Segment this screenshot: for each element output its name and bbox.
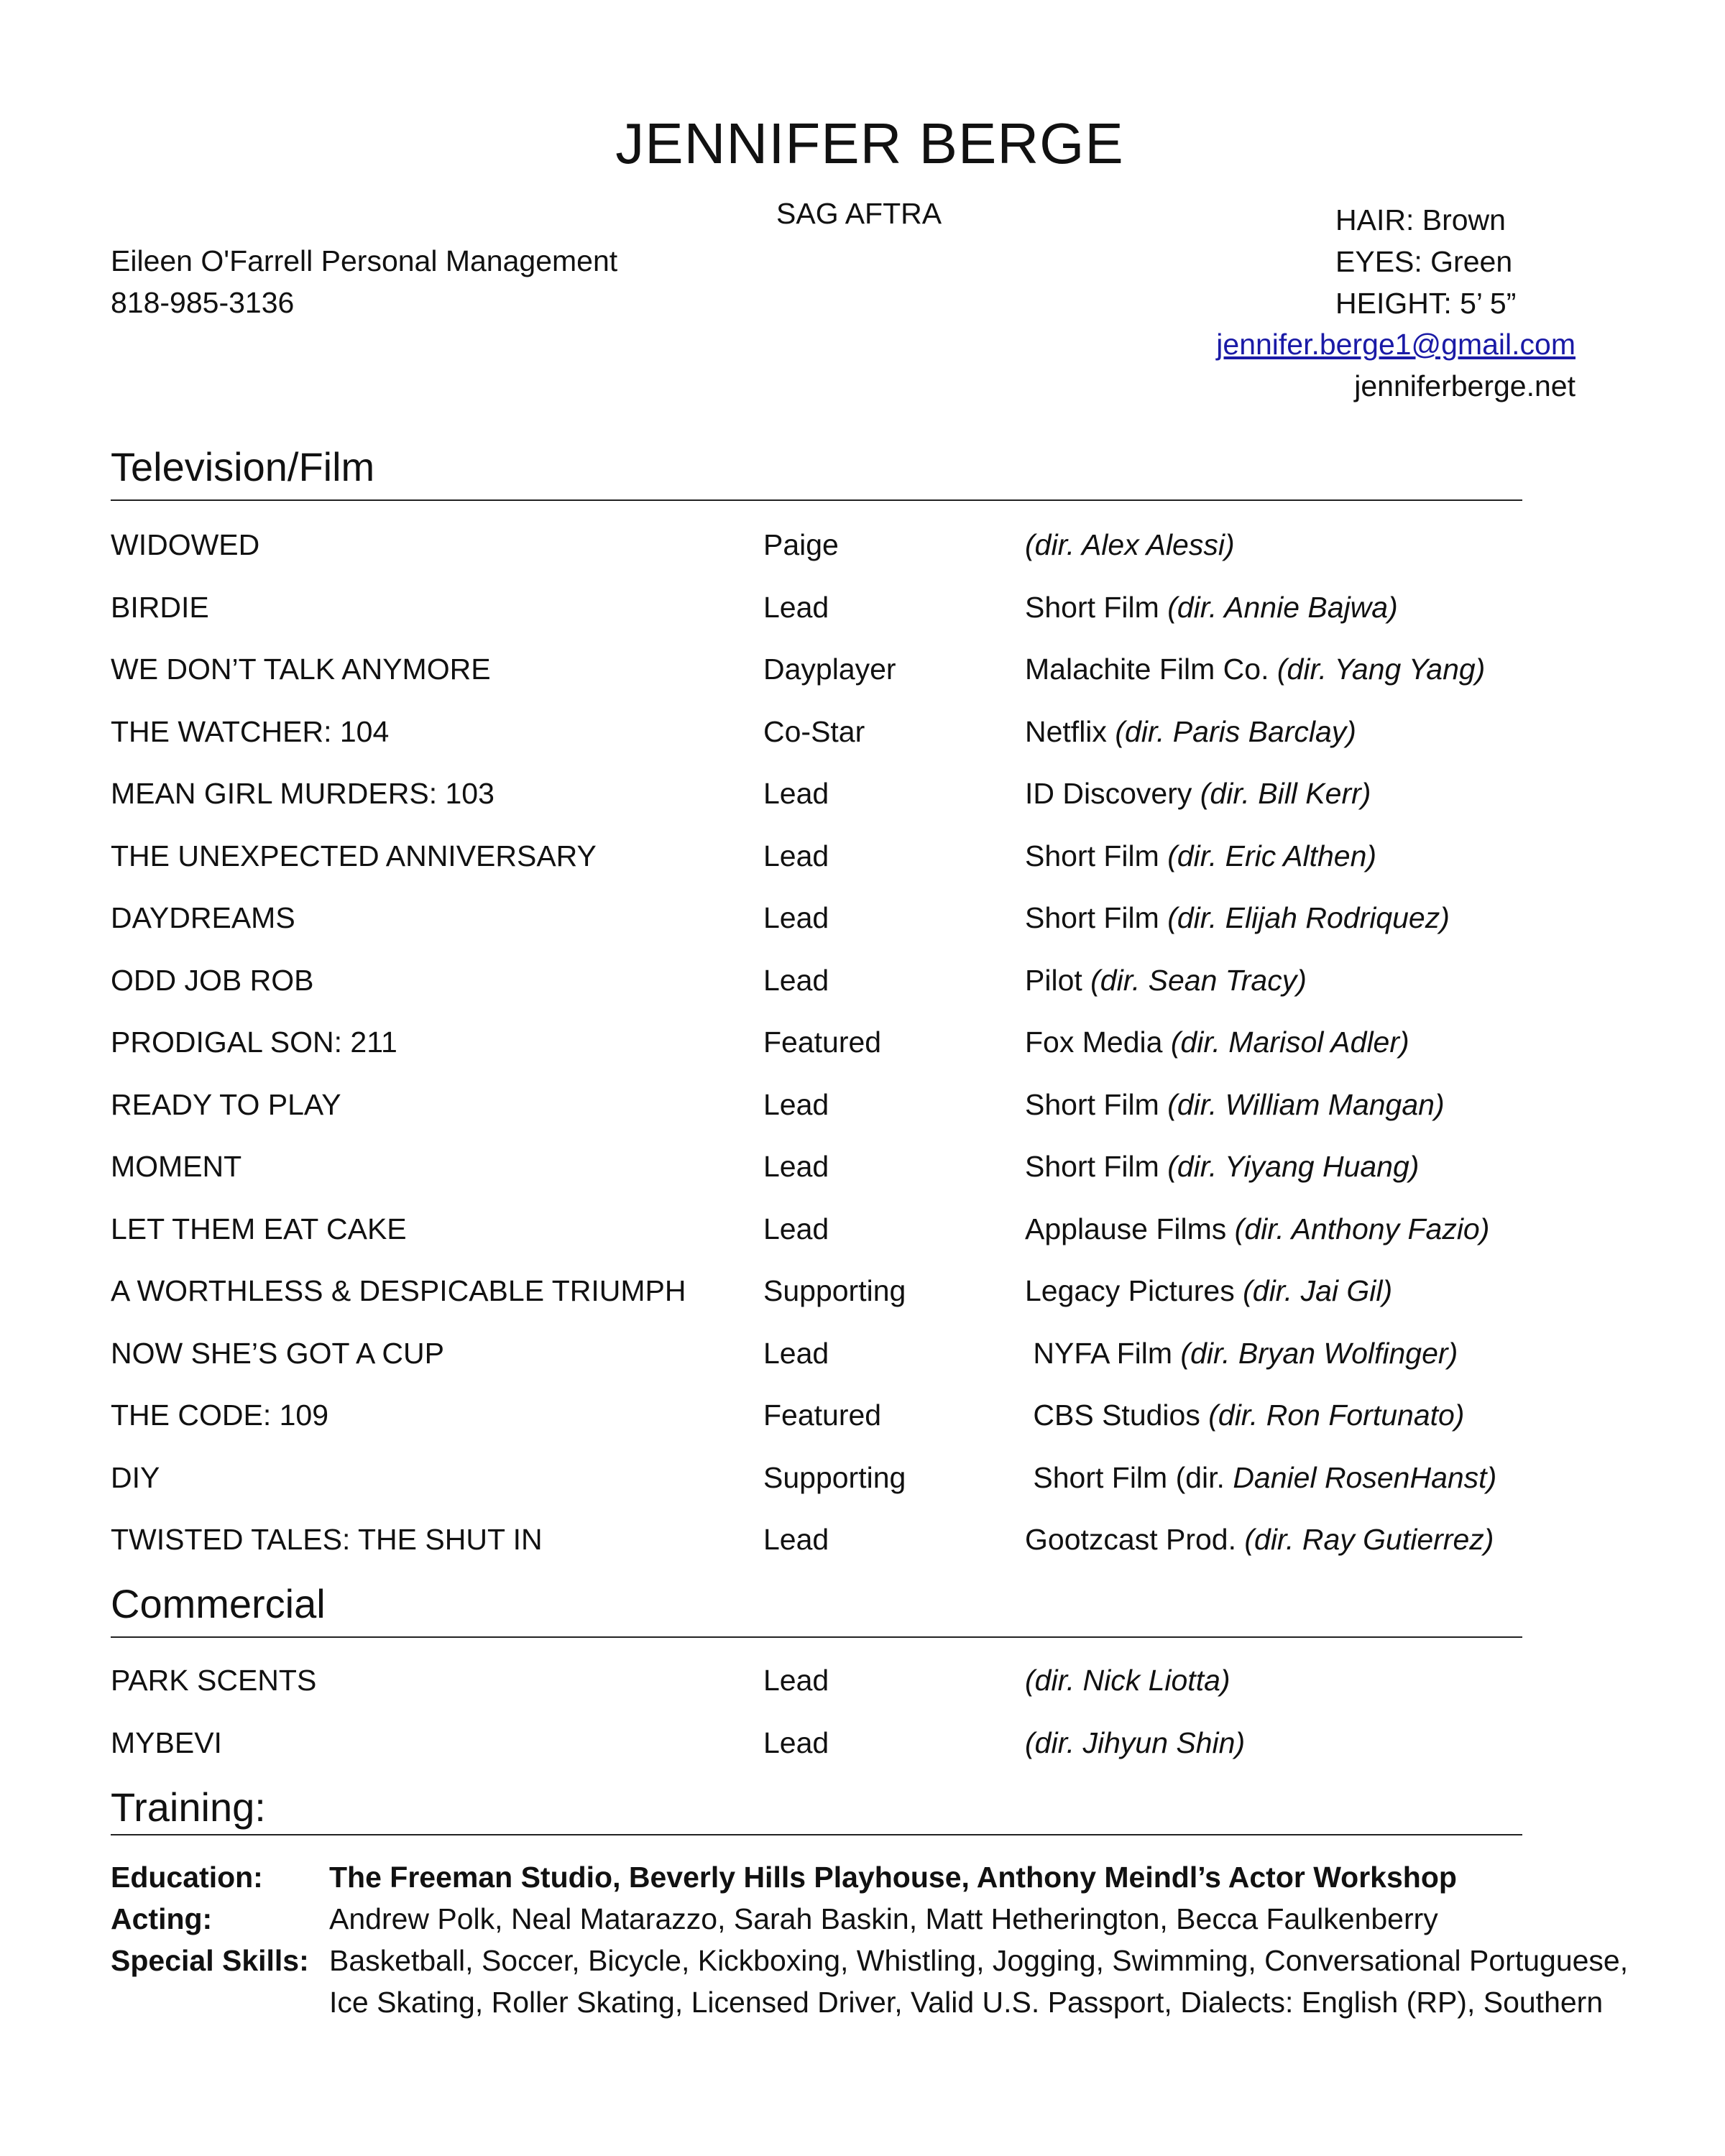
section-title-commercial: Commercial bbox=[111, 1581, 326, 1626]
credit-director: (dir. Marisol Adler) bbox=[1170, 1026, 1409, 1059]
credit-company bbox=[1025, 1152, 1419, 1181]
training-skills-row bbox=[111, 1940, 1656, 2023]
management-block bbox=[111, 240, 617, 323]
credit-row bbox=[111, 1460, 1548, 1526]
credit-title: THE WATCHER: 104 bbox=[111, 714, 390, 748]
credit-role: Lead bbox=[763, 901, 829, 934]
credit-title: MOMENT bbox=[111, 1150, 242, 1183]
credit-row bbox=[111, 1401, 1548, 1463]
credit-director: (dir. Jihyun Shin) bbox=[1025, 1726, 1246, 1759]
credit-role: Dayplayer bbox=[763, 653, 896, 686]
credit-role: Paige bbox=[763, 528, 839, 561]
credit-company bbox=[1025, 903, 1450, 933]
credit-title: MYBEVI bbox=[111, 1726, 222, 1759]
contact-block bbox=[1216, 323, 1576, 407]
credit-row bbox=[111, 1087, 1548, 1153]
section-divider-commercial bbox=[111, 1636, 1522, 1638]
credit-company-name: Legacy Pictures bbox=[1025, 1274, 1243, 1307]
credit-company-name: ID Discovery bbox=[1025, 777, 1200, 810]
credit-row bbox=[111, 1028, 1548, 1090]
credit-role: Supporting bbox=[763, 1460, 906, 1494]
credit-company-name: Netflix bbox=[1025, 714, 1116, 748]
credit-title: TWISTED TALES: THE SHUT IN bbox=[111, 1523, 543, 1556]
credit-company-name: Short Film bbox=[1025, 901, 1168, 934]
credit-director: (dir. Elijah Rodriquez) bbox=[1167, 901, 1450, 934]
credit-company bbox=[1025, 1525, 1494, 1554]
credit-director: (dir. Eric Althen) bbox=[1167, 839, 1377, 872]
credit-role: Lead bbox=[763, 839, 829, 872]
credit-director: (dir. Ray Gutierrez) bbox=[1244, 1523, 1494, 1556]
credit-company-name: CBS Studios bbox=[1025, 1399, 1209, 1432]
credit-role: Lead bbox=[763, 1336, 829, 1370]
tv-film-credits bbox=[111, 530, 1548, 1588]
credit-title: NOW SHE’S GOT A CUP bbox=[111, 1336, 444, 1370]
email-link[interactable]: jennifer.berge1@gmail.com bbox=[1216, 328, 1576, 361]
section-divider-training bbox=[111, 1834, 1522, 1835]
credit-role: Lead bbox=[763, 963, 829, 997]
credit-role: Lead bbox=[763, 1150, 829, 1183]
credit-company bbox=[1025, 779, 1371, 808]
credit-director: (dir. Yang Yang) bbox=[1276, 653, 1486, 686]
credit-company bbox=[1025, 1028, 1409, 1057]
credit-role: Lead bbox=[763, 1664, 829, 1697]
section-divider-tv-film bbox=[111, 499, 1522, 501]
credit-director: (dir. Jai Gil) bbox=[1243, 1274, 1393, 1307]
credit-row bbox=[111, 1276, 1548, 1339]
credit-company bbox=[1025, 1212, 1490, 1245]
credit-company-name: Short Film bbox=[1025, 590, 1168, 624]
credit-company bbox=[1025, 839, 1377, 872]
credit-title: MEAN GIRL MURDERS: 103 bbox=[111, 777, 494, 810]
union-affiliation: SAG AFTRA bbox=[776, 197, 942, 230]
credit-company bbox=[1025, 1460, 1497, 1494]
credit-row bbox=[111, 839, 1548, 904]
skills-value: Basketball, Soccer, Bicycle, Kickboxing, Whistling, Jogging, Swimming, Conversational Portuguese, Ice Skating, Roller Skating, Licensed Driver, Valid U.S. Passport, Dialects: English (RP), Southern bbox=[329, 1944, 1629, 2019]
credit-role: Lead bbox=[763, 1087, 829, 1121]
credit-title: LET THEM EAT CAKE bbox=[111, 1212, 407, 1245]
credit-row bbox=[111, 530, 1548, 593]
section-title-training: Training: bbox=[111, 1784, 266, 1830]
education-label: Education: bbox=[111, 1861, 263, 1894]
credit-company bbox=[1025, 1087, 1445, 1121]
credit-director: (dir. Yiyang Huang) bbox=[1167, 1150, 1420, 1183]
credit-row bbox=[111, 1152, 1548, 1215]
credit-title: DAYDREAMS bbox=[111, 901, 295, 934]
credit-company-name: Short Film bbox=[1025, 1087, 1168, 1121]
training-block bbox=[111, 1856, 1656, 2023]
management-name: Eileen O'Farrell Personal Management bbox=[111, 244, 618, 277]
credit-company bbox=[1025, 1401, 1464, 1430]
credit-title: PRODIGAL SON: 211 bbox=[111, 1026, 397, 1059]
credit-company bbox=[1025, 1666, 1230, 1695]
credit-row bbox=[111, 655, 1548, 717]
credit-row bbox=[111, 1525, 1548, 1588]
credit-row bbox=[111, 714, 1548, 780]
credit-company-name: Malachite Film Co. bbox=[1025, 653, 1277, 686]
credit-director: (dir. Alex Alessi) bbox=[1025, 528, 1235, 561]
credit-director: (dir. Anthony Fazio) bbox=[1234, 1212, 1490, 1245]
skills-label: Special Skills: bbox=[111, 1944, 309, 1977]
credit-director: (dir. Ron Fortunato) bbox=[1208, 1399, 1465, 1432]
training-education-row bbox=[111, 1856, 1656, 1898]
credit-company bbox=[1025, 1276, 1392, 1306]
credit-title: THE CODE: 109 bbox=[111, 1399, 329, 1432]
credit-title: DIY bbox=[111, 1460, 160, 1494]
acting-value: Andrew Polk, Neal Matarazzo, Sarah Baskin, Matt Hetherington, Becca Faulkenberry bbox=[329, 1902, 1438, 1935]
credit-title: THE UNEXPECTED ANNIVERSARY bbox=[111, 839, 597, 872]
credit-company-name: Applause Films bbox=[1025, 1212, 1235, 1245]
management-phone: 818-985-3136 bbox=[111, 286, 295, 319]
credit-company-name: Fox Media bbox=[1025, 1026, 1171, 1059]
height-stat: HEIGHT: 5’ 5” bbox=[1335, 287, 1517, 320]
credit-company bbox=[1025, 714, 1356, 748]
credit-director: (dir. Paris Barclay) bbox=[1115, 714, 1356, 748]
training-acting-row bbox=[111, 1898, 1656, 1940]
credit-title: READY TO PLAY bbox=[111, 1087, 341, 1121]
credit-company bbox=[1025, 590, 1398, 624]
credit-role: Lead bbox=[763, 1212, 829, 1245]
education-value: The Freeman Studio, Beverly Hills Playhouse, Anthony Meindl’s Actor Workshop bbox=[329, 1861, 1457, 1894]
hair-stat: HAIR: Brown bbox=[1335, 203, 1506, 236]
credit-row bbox=[111, 1212, 1548, 1277]
credit-director: Daniel RosenHanst) bbox=[1233, 1460, 1497, 1494]
credit-title: WE DON’T TALK ANYMORE bbox=[111, 653, 491, 686]
credit-director: (dir. Bill Kerr) bbox=[1200, 777, 1371, 810]
credit-title: A WORTHLESS & DESPICABLE TRIUMPH bbox=[111, 1274, 686, 1307]
credit-role: Lead bbox=[763, 590, 829, 624]
credit-title: ODD JOB ROB bbox=[111, 963, 314, 997]
section-title-tv-film: Television/Film bbox=[111, 444, 375, 489]
credit-row bbox=[111, 590, 1548, 655]
credit-director: (dir. Nick Liotta) bbox=[1025, 1664, 1230, 1697]
credit-company-name: Short Film (dir. bbox=[1025, 1460, 1233, 1494]
credit-company bbox=[1025, 530, 1235, 560]
credit-row bbox=[111, 779, 1548, 842]
credit-director: (dir. William Mangan) bbox=[1167, 1087, 1445, 1121]
credit-company-name: Short Film bbox=[1025, 839, 1168, 872]
credit-role: Featured bbox=[763, 1026, 882, 1059]
credit-director: (dir. Annie Bajwa) bbox=[1167, 590, 1398, 624]
credit-title: WIDOWED bbox=[111, 528, 260, 561]
credit-company-name: Pilot bbox=[1025, 963, 1091, 997]
credit-role: Lead bbox=[763, 777, 829, 810]
credit-role: Lead bbox=[763, 1523, 829, 1556]
website-text: jenniferberge.net bbox=[1354, 369, 1576, 402]
credit-company-name: Gootzcast Prod. bbox=[1025, 1523, 1245, 1556]
actor-name: JENNIFER BERGE bbox=[615, 111, 1124, 175]
physical-stats bbox=[1335, 199, 1516, 324]
credit-row bbox=[111, 963, 1548, 1028]
credit-director: (dir. Bryan Wolfinger) bbox=[1180, 1336, 1458, 1370]
credit-role: Co-Star bbox=[763, 714, 865, 748]
credit-role: Supporting bbox=[763, 1274, 906, 1307]
commercial-credits bbox=[111, 1666, 1548, 1790]
eyes-stat: EYES: Green bbox=[1335, 245, 1513, 278]
credit-title: PARK SCENTS bbox=[111, 1664, 317, 1697]
credit-director: (dir. Sean Tracy) bbox=[1090, 963, 1307, 997]
credit-company-name: Short Film bbox=[1025, 1150, 1168, 1183]
credit-row bbox=[111, 903, 1548, 966]
credit-company bbox=[1025, 963, 1307, 997]
credit-company bbox=[1025, 655, 1485, 684]
credit-title: BIRDIE bbox=[111, 590, 209, 624]
credit-role: Lead bbox=[763, 1726, 829, 1759]
credit-row bbox=[111, 1728, 1548, 1791]
credit-row bbox=[111, 1336, 1548, 1401]
acting-label: Acting: bbox=[111, 1902, 213, 1935]
credit-role: Featured bbox=[763, 1399, 882, 1432]
credit-company bbox=[1025, 1336, 1458, 1370]
credit-row bbox=[111, 1666, 1548, 1728]
credit-company-name: NYFA Film bbox=[1025, 1336, 1181, 1370]
credit-company bbox=[1025, 1728, 1245, 1758]
